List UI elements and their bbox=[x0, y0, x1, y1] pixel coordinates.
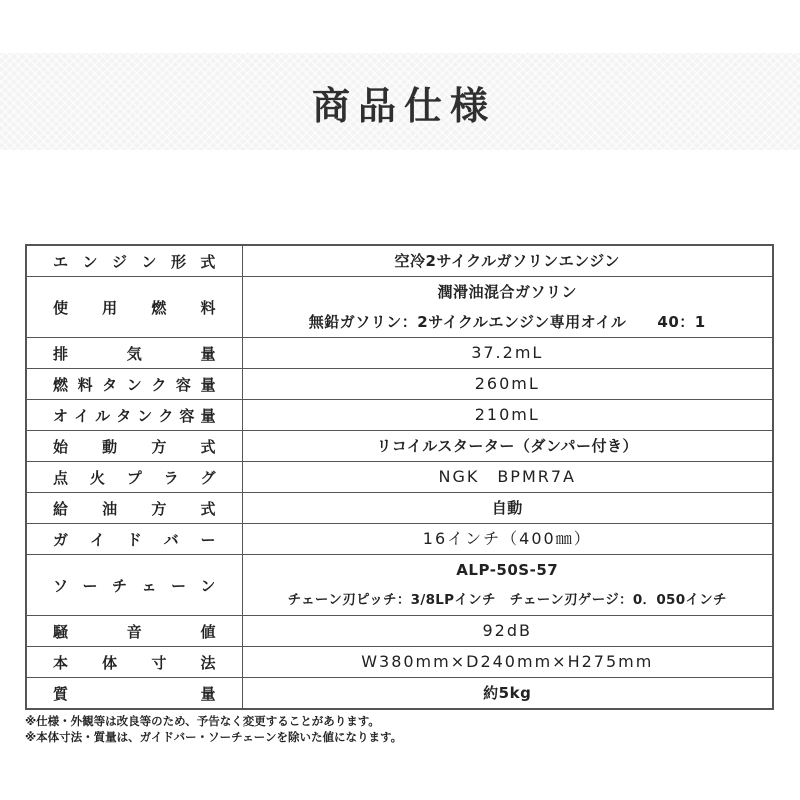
spec-label-char: タ bbox=[116, 406, 132, 425]
spec-label-char: ー bbox=[200, 530, 216, 549]
page-title: 商品仕様 bbox=[311, 84, 496, 128]
spec-label-char: 量 bbox=[200, 406, 216, 425]
spec-label-char: イ bbox=[89, 530, 105, 549]
spec-label-cell bbox=[26, 647, 242, 678]
spec-label-char: 質 bbox=[53, 684, 69, 703]
spec-value-cell bbox=[242, 616, 773, 647]
spec-value-cell bbox=[242, 400, 773, 431]
spec-label-char: 気 bbox=[126, 344, 142, 363]
spec-label-char: タ bbox=[102, 375, 118, 394]
spec-value: チェーン刃ピッチ：3/8LPインチ チェーン刃ゲージ：0．050インチ bbox=[287, 592, 727, 608]
header-band bbox=[0, 53, 800, 150]
footnotes bbox=[25, 713, 402, 745]
spec-label-cell bbox=[26, 400, 242, 431]
table-row bbox=[26, 245, 773, 277]
spec-label-char: 量 bbox=[200, 375, 216, 394]
spec-label-char: 使 bbox=[53, 298, 69, 317]
spec-label-char: ン bbox=[137, 406, 153, 425]
spec-label bbox=[53, 297, 216, 318]
spec-label-char: 油 bbox=[102, 499, 118, 518]
spec-label-cell bbox=[26, 462, 242, 493]
spec-label bbox=[53, 498, 216, 519]
spec-label-char: 点 bbox=[53, 468, 69, 487]
spec-label-char: 音 bbox=[126, 622, 142, 641]
table-row bbox=[26, 277, 773, 338]
spec-label-char: ン bbox=[141, 252, 157, 271]
table-row bbox=[26, 369, 773, 400]
spec-label-cell bbox=[26, 524, 242, 555]
spec-value: 無鉛ガソリン：2サイクルエンジン専用オイル 40：1 bbox=[308, 313, 706, 331]
spec-value: リコイルスターター（ダンパー付き） bbox=[376, 437, 638, 455]
spec-label bbox=[53, 529, 216, 550]
spec-value-cell bbox=[242, 555, 773, 616]
spec-label-char: オ bbox=[53, 406, 69, 425]
spec-label-char: 始 bbox=[53, 437, 69, 456]
spec-label-char: ガ bbox=[53, 530, 69, 549]
spec-label-cell bbox=[26, 245, 242, 277]
spec-value-cell bbox=[242, 524, 773, 555]
spec-label bbox=[53, 436, 216, 457]
spec-value: ALP-50S-57 bbox=[456, 561, 559, 579]
spec-label-char: 形 bbox=[170, 252, 186, 271]
spec-label bbox=[53, 575, 216, 596]
spec-label bbox=[53, 343, 216, 364]
spec-value: 16インチ（400㎜） bbox=[422, 529, 592, 548]
spec-value: 約5kg bbox=[483, 684, 532, 702]
spec-label-cell bbox=[26, 277, 242, 338]
spec-label bbox=[53, 621, 216, 642]
spec-value-cell bbox=[242, 245, 773, 277]
spec-label-cell bbox=[26, 431, 242, 462]
footnote-spec-change: ※仕様・外観等は改良等のため、予告なく変更することがあります。 bbox=[25, 714, 380, 728]
table-row bbox=[26, 524, 773, 555]
spec-value-cell bbox=[242, 369, 773, 400]
spec-label-char: ル bbox=[95, 406, 111, 425]
table-row bbox=[26, 678, 773, 710]
spec-label-cell bbox=[26, 338, 242, 369]
spec-label-char: 方 bbox=[151, 437, 167, 456]
table-row bbox=[26, 493, 773, 524]
spec-label-char: ク bbox=[158, 406, 174, 425]
spec-label-char: 式 bbox=[200, 437, 216, 456]
spec-value-cell bbox=[242, 462, 773, 493]
spec-label-char: ー bbox=[170, 576, 186, 595]
spec-label-char: グ bbox=[200, 468, 216, 487]
table-row bbox=[26, 616, 773, 647]
spec-value: 37.2mL bbox=[471, 343, 544, 362]
spec-label-char: 寸 bbox=[151, 653, 167, 672]
spec-label-char: 容 bbox=[179, 406, 195, 425]
table-row bbox=[26, 338, 773, 369]
spec-label-char: ジ bbox=[111, 252, 127, 271]
spec-label-char: 式 bbox=[200, 499, 216, 518]
spec-label-char: 量 bbox=[200, 344, 216, 363]
spec-label-char: 排 bbox=[53, 344, 69, 363]
spec-value: 210mL bbox=[474, 405, 540, 424]
spec-label-char: 燃 bbox=[151, 298, 167, 317]
spec-label-char: 燃 bbox=[53, 375, 69, 394]
spec-label-char: 式 bbox=[200, 252, 216, 271]
spec-label bbox=[53, 405, 216, 426]
spec-label-cell bbox=[26, 616, 242, 647]
table-row bbox=[26, 647, 773, 678]
spec-label-char: 火 bbox=[89, 468, 105, 487]
spec-label-char: 値 bbox=[200, 622, 216, 641]
spec-label-char: 騒 bbox=[53, 622, 69, 641]
spec-label bbox=[53, 683, 216, 704]
spec-label-char: イ bbox=[74, 406, 90, 425]
spec-label-cell bbox=[26, 369, 242, 400]
spec-value: 自動 bbox=[491, 499, 523, 517]
spec-value-cell bbox=[242, 431, 773, 462]
spec-label-char: 容 bbox=[175, 375, 191, 394]
spec-label-char: 本 bbox=[53, 653, 69, 672]
spec-label bbox=[53, 374, 216, 395]
spec-label-char: 料 bbox=[200, 298, 216, 317]
spec-value: 空冷2サイクルガソリンエンジン bbox=[394, 252, 620, 270]
spec-value-cell bbox=[242, 647, 773, 678]
table-row bbox=[26, 431, 773, 462]
spec-label bbox=[53, 652, 216, 673]
spec-label-char: 方 bbox=[151, 499, 167, 518]
table-row bbox=[26, 462, 773, 493]
spec-label-char: ク bbox=[151, 375, 167, 394]
spec-label-char: ソ bbox=[53, 576, 69, 595]
spec-value: 92dB bbox=[482, 621, 532, 640]
spec-label-char: 量 bbox=[200, 684, 216, 703]
spec-value-cell bbox=[242, 277, 773, 338]
spec-label-char: チ bbox=[111, 576, 127, 595]
footnote-dimensions: ※本体寸法・質量は、ガイドバー・ソーチェーンを除いた値になります。 bbox=[25, 730, 403, 744]
spec-label-char: 体 bbox=[102, 653, 118, 672]
spec-label-char: 料 bbox=[77, 375, 93, 394]
spec-table bbox=[25, 244, 774, 710]
spec-label-char: 法 bbox=[200, 653, 216, 672]
spec-label-char: ン bbox=[126, 375, 142, 394]
spec-value-cell bbox=[242, 493, 773, 524]
spec-label-char: バ bbox=[163, 530, 179, 549]
spec-value-cell bbox=[242, 678, 773, 710]
spec-value-cell bbox=[242, 338, 773, 369]
spec-label-cell bbox=[26, 493, 242, 524]
spec-value: W380mm×D240mm×H275mm bbox=[361, 652, 654, 671]
spec-value: 潤滑油混合ガソリン bbox=[437, 283, 577, 301]
spec-value: NGK BPMR7A bbox=[438, 467, 577, 486]
table-row bbox=[26, 400, 773, 431]
spec-label bbox=[53, 467, 216, 488]
spec-label-char: 用 bbox=[102, 298, 118, 317]
spec-label-char: ラ bbox=[163, 468, 179, 487]
spec-label-char: 給 bbox=[53, 499, 69, 518]
spec-label-char: ー bbox=[82, 576, 98, 595]
spec-table-body bbox=[26, 245, 773, 709]
spec-label bbox=[53, 251, 216, 272]
spec-label-char: ェ bbox=[141, 576, 157, 595]
spec-label-cell bbox=[26, 678, 242, 710]
spec-label-char: プ bbox=[126, 468, 142, 487]
spec-label-char: ン bbox=[82, 252, 98, 271]
spec-label-char: ン bbox=[200, 576, 216, 595]
spec-label-char: エ bbox=[53, 252, 69, 271]
table-row bbox=[26, 555, 773, 616]
spec-label-char: 動 bbox=[102, 437, 118, 456]
spec-value: 260mL bbox=[474, 374, 540, 393]
spec-label-cell bbox=[26, 555, 242, 616]
spec-label-char: ド bbox=[126, 530, 142, 549]
